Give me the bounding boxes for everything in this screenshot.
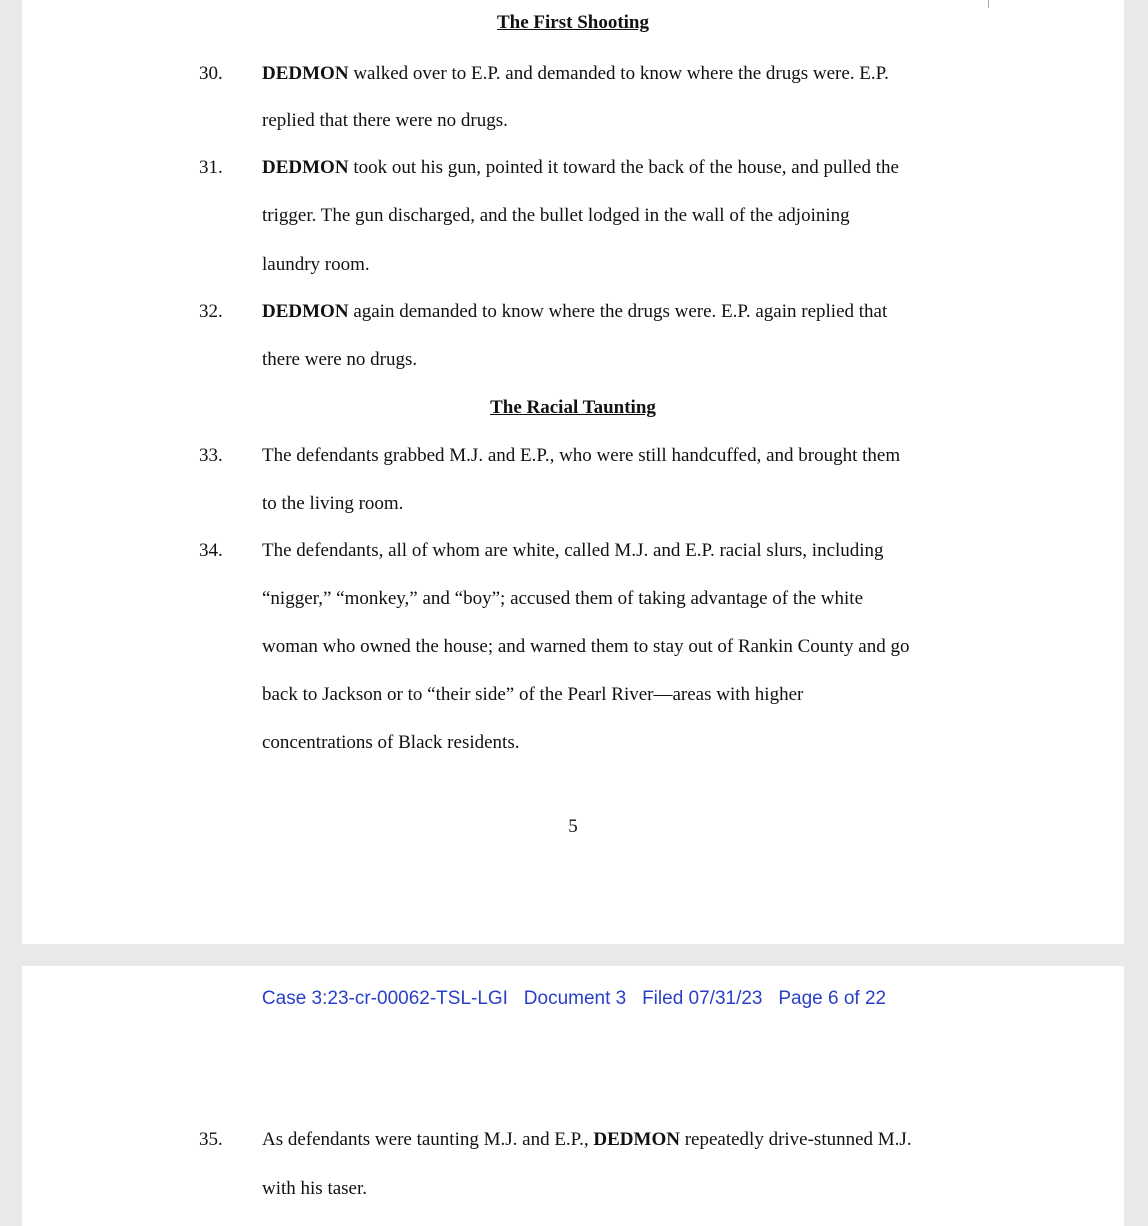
paragraph-number: 31. <box>199 157 223 178</box>
document-page-5 <box>22 0 1124 944</box>
paragraph-number: 35. <box>199 1129 223 1150</box>
paragraph-line: “nigger,” “monkey,” and “boy”; accused them of taking advantage of the white <box>262 588 864 609</box>
line-text: again demanded to know where the drugs were. E.P. again replied that <box>348 301 888 322</box>
paragraph-line: laundry room. <box>262 254 370 275</box>
defendant-name: DEDMON <box>262 301 349 322</box>
paragraph-number: 34. <box>199 540 223 561</box>
paragraph-line <box>262 63 889 85</box>
paragraph-number: 33. <box>199 445 223 466</box>
page-edge-mark <box>988 0 989 8</box>
section-heading-racial-taunting: The Racial Taunting <box>490 397 656 418</box>
paragraph-line: replied that there were no drugs. <box>262 110 508 131</box>
section-heading-first-shooting: The First Shooting <box>496 12 650 33</box>
line-text: repeatedly drive-stunned M.J. <box>679 1129 912 1150</box>
paragraph-number: 32. <box>199 301 223 322</box>
page-number: 5 <box>568 816 578 837</box>
paragraph-line: woman who owned the house; and warned them to stay out of Rankin County and go <box>262 636 910 657</box>
defendant-name: DEDMON <box>262 63 349 84</box>
defendant-name: DEDMON <box>593 1129 680 1150</box>
paragraph-line <box>262 301 887 323</box>
paragraph-line: there were no drugs. <box>262 349 418 370</box>
paragraph-line <box>262 157 899 179</box>
defendant-name: DEDMON <box>262 157 349 178</box>
line-text: walked over to E.P. and demanded to know where the drugs were. E.P. <box>348 63 889 84</box>
paragraph-line: back to Jackson or to “their side” of the Pearl River—areas with higher <box>262 684 804 705</box>
paragraph-line: to the living room. <box>262 493 404 514</box>
line-text: As defendants were taunting M.J. and E.P., <box>262 1129 594 1150</box>
paragraph-line: The defendants, all of whom are white, called M.J. and E.P. racial slurs, including <box>262 540 884 561</box>
paragraph-number: 30. <box>199 63 223 84</box>
paragraph-line: The defendants grabbed M.J. and E.P., who were still handcuffed, and brought them <box>262 445 901 466</box>
paragraph-line: with his taser. <box>262 1178 368 1199</box>
paragraph-line: trigger. The gun discharged, and the bullet lodged in the wall of the adjoining <box>262 205 850 226</box>
case-header: Case 3:23-cr-00062-TSL-LGI Document 3 Filed 07/31/23 Page 6 of 22 <box>261 988 887 1009</box>
paragraph-line: concentrations of Black residents. <box>262 732 520 753</box>
paragraph-line <box>262 1129 912 1151</box>
line-text: took out his gun, pointed it toward the back of the house, and pulled the <box>348 157 899 178</box>
